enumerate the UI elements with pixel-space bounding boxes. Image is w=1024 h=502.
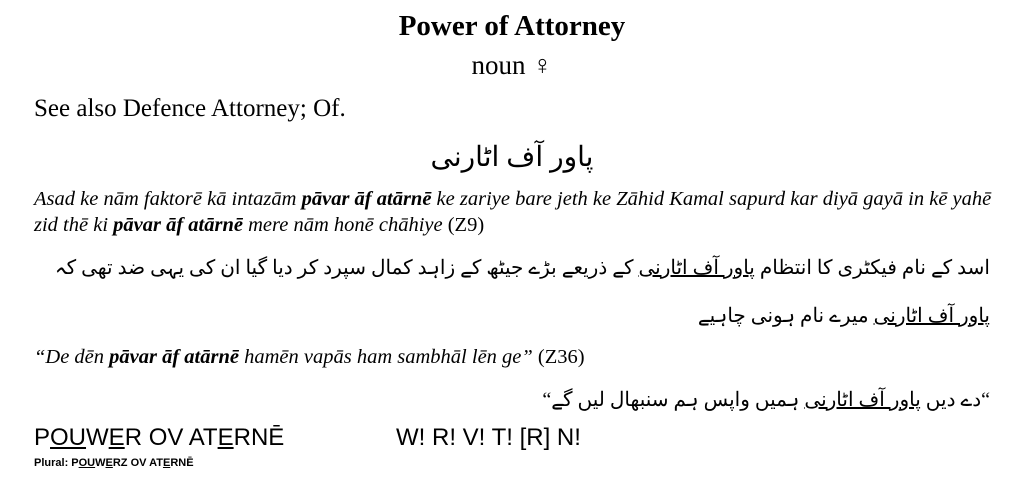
example-2-roman-segment: pāvar āf atārnē <box>109 346 239 368</box>
example-1-roman-segment: (Z9) <box>442 214 485 236</box>
gender-symbol: ♀ <box>532 50 553 80</box>
urdu-headword: پاور آف اٹارنی <box>430 142 594 173</box>
example-2-roman-segment: (Z36) <box>532 346 585 368</box>
example-1-urdu-segment: کے ذریعے بڑے جیٹھ کے زاہد کمال سپرد کر دیا گیا ان کی یہی ضد تھی کہ <box>54 257 639 279</box>
pos-label: noun <box>471 50 526 80</box>
example-1-roman-segment: Asad ke nām faktorē kā intazām <box>34 188 302 210</box>
example-2-urdu <box>30 376 990 424</box>
example-2-urdu-segment: “دے دیں <box>920 389 990 411</box>
example-2-roman <box>34 344 994 370</box>
example-2-roman-segment: “De dēn <box>34 346 110 368</box>
example-2-urdu-segment: پاور آف اٹارنی <box>804 389 921 411</box>
example-1-roman-segment: pāvar āf atārnē <box>113 214 243 236</box>
transliteration: POUWER OV ATERNĒ <box>34 424 285 451</box>
example-1-roman-segment: ke zariye bare jeth ke Zāhid Kamal sapurd kar diyā gayā in kē yahē zid thē ki <box>34 188 992 236</box>
example-1-urdu <box>30 244 990 340</box>
example-1-roman-segment: mere nām honē chāhiye <box>242 214 443 236</box>
example-1-urdu-segment: اسد کے نام فیکٹری کا انتظام <box>754 257 990 279</box>
headword: Power of Attorney <box>398 10 626 42</box>
example-1-roman <box>34 186 994 238</box>
see-also: See also Defence Attorney; Of. <box>34 95 346 122</box>
example-2-roman-segment: hamēn vapās ham sambhāl lēn ge” <box>238 346 533 368</box>
example-2-urdu-segment: ہمیں واپس ہم سنبھال لیں گے“ <box>542 389 805 411</box>
part-of-speech <box>0 50 1024 81</box>
example-1-urdu-segment: پاور آف اٹارنی <box>638 257 755 279</box>
plural-form: Plural: POUWERZ OV ATERNĒ <box>34 457 194 469</box>
phonetic-spelling: W! R! V! T! [R] N! <box>396 424 581 451</box>
example-1-urdu-segment: میرے نام ہونی چاہیے <box>697 305 874 327</box>
example-1-urdu-segment: پاور آف اٹارنی <box>873 305 990 327</box>
example-1-roman-segment: pāvar āf atārnē <box>301 188 432 210</box>
